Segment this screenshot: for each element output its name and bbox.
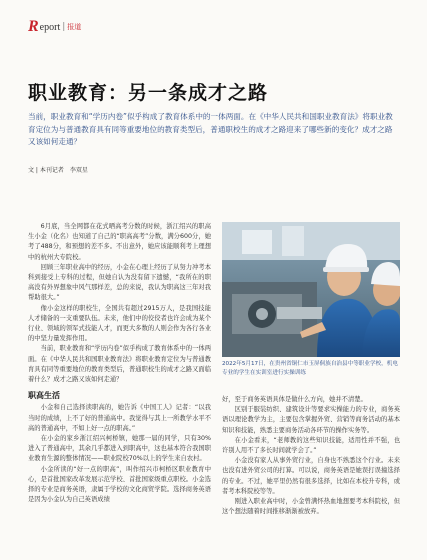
report-section: 报道 (67, 23, 82, 31)
article-photo (222, 222, 400, 357)
report-brand-initial: R (28, 18, 39, 35)
photo-caption: 2022年5月17日，在贵州省铜仁市玉屏侗族自治县中等职业学校，机电专业的学生在实训室进行实操训练 (222, 361, 398, 376)
workshop-photo-image (222, 222, 400, 357)
report-brand-rest: eport (39, 21, 61, 33)
paragraph: 6月底，当全网都在花式晒高考分数的时候，浙江绍兴的职高生小金（化名）也知道了自己的“职高高考”分数，满分600分，她考了488分，和预想的差不多。不出意外，她应该能顺利考上理想中的杭州大专院校。 (28, 223, 211, 261)
right-column (222, 395, 400, 517)
paragraph: 回顾三年职业高中的经历，小金在心理上经历了从努力冲考本科到接受上专科的过程，但她自认为没有留下遗憾，“我所在的职高没有外界想象中风气那样差，总的来说，我认为职高这三年对我帮助很大。” (28, 263, 211, 302)
article-lede: 当前，职业教育和“学历内卷”似乎构成了教育体系中的一体两面。在《中华人民共和国职业教育法》将职业教育定位为与普通教育具有同等重要地位的教育类型后，普通职校生的成才之路迎来了哪些新的变化？成才之路又该如何走通？ (28, 112, 393, 146)
left-column (28, 222, 211, 505)
paragraph: 小金和自己选择读职高的，她告诉《中国工人》记者：“以我当时的成绩，上不了好的普通高中。我觉得与其上一所教学水平不高的普通高中，不如上好一点的职高。” (28, 404, 211, 432)
section-heading: 职高生活 (28, 391, 60, 401)
article-byline: 文 | 本刊记者 李双星 (28, 167, 88, 174)
report-header (28, 20, 81, 34)
paragraph: 当前，职业教育和“学历内卷”似乎构成了教育体系中的一体两面。在《中华人民共和国职业教育法》将职业教育定位为与普通教育具有同等重要地位的教育类型后，普通职校生的成才之路又面临着什么？成才之路又该如何走通？ (28, 345, 211, 384)
paragraph: 刚进入职业高中时，小金曾满怀热血地想要考本科院校，但这个想法随着时间推移渐渐被放弃。 (222, 498, 400, 516)
paragraph: 区别于服装纺织、建筑设计等要求实操能力的专业，商务英语以理论教学为主，主要包含掌握外贸、营销等商务活动的基本知识和技能，熟悉主要商务活动各环节的操作实务等。 (222, 406, 400, 434)
report-separator: | (62, 22, 66, 32)
paragraph: 在小金的家乡浙江绍兴柯桥镇，她那一届的同学，只有30%进入了普通高中，其余几乎都进入到职高中，这也基本符合我国职业教育生源的整体情况——职业院校70%以上的学生来自农村。 (28, 435, 211, 463)
paragraph: 像小金这样的职校生，全国共有超过2915万人，是我国技能人才储备的一支重要队伍。未来，他们中的佼佼者也许会成为某个行业、领域的领军式技能人才，而更大多数的人则会作为各行各业的中坚力量发挥作用。 (28, 304, 211, 343)
paragraph-continued: 好，至于商务英语具体是做什么方向，她并不清楚。 (222, 396, 367, 403)
paragraph: 小金所读的“好一点的职高”，叫作绍兴市柯桥区职业教育中心，是首批国家改革发展示范学校、首批国家级重点职校。小金选择的专业是商务英语，隶属于学校的文化商贸学院。选择商务英语是因为小金认为自己英语成绩 (28, 465, 211, 504)
article-title: 职业教育：另一条成才之路 (28, 82, 269, 104)
paragraph: 小金没有家人从事外贸行业，自身也不熟悉这个行业。未来也没有进外贸公司的打算。可以说，商务英语是她误打误撞选择的专业。不过，她平里仍然有很多选择，比如在本校升专科，或者考本科院校等等。 (222, 457, 400, 495)
paragraph: 在小金看来，“老师教的这些知识技能，适用性并不强，也许别人用不了多长时间就学会了。” (222, 436, 400, 455)
